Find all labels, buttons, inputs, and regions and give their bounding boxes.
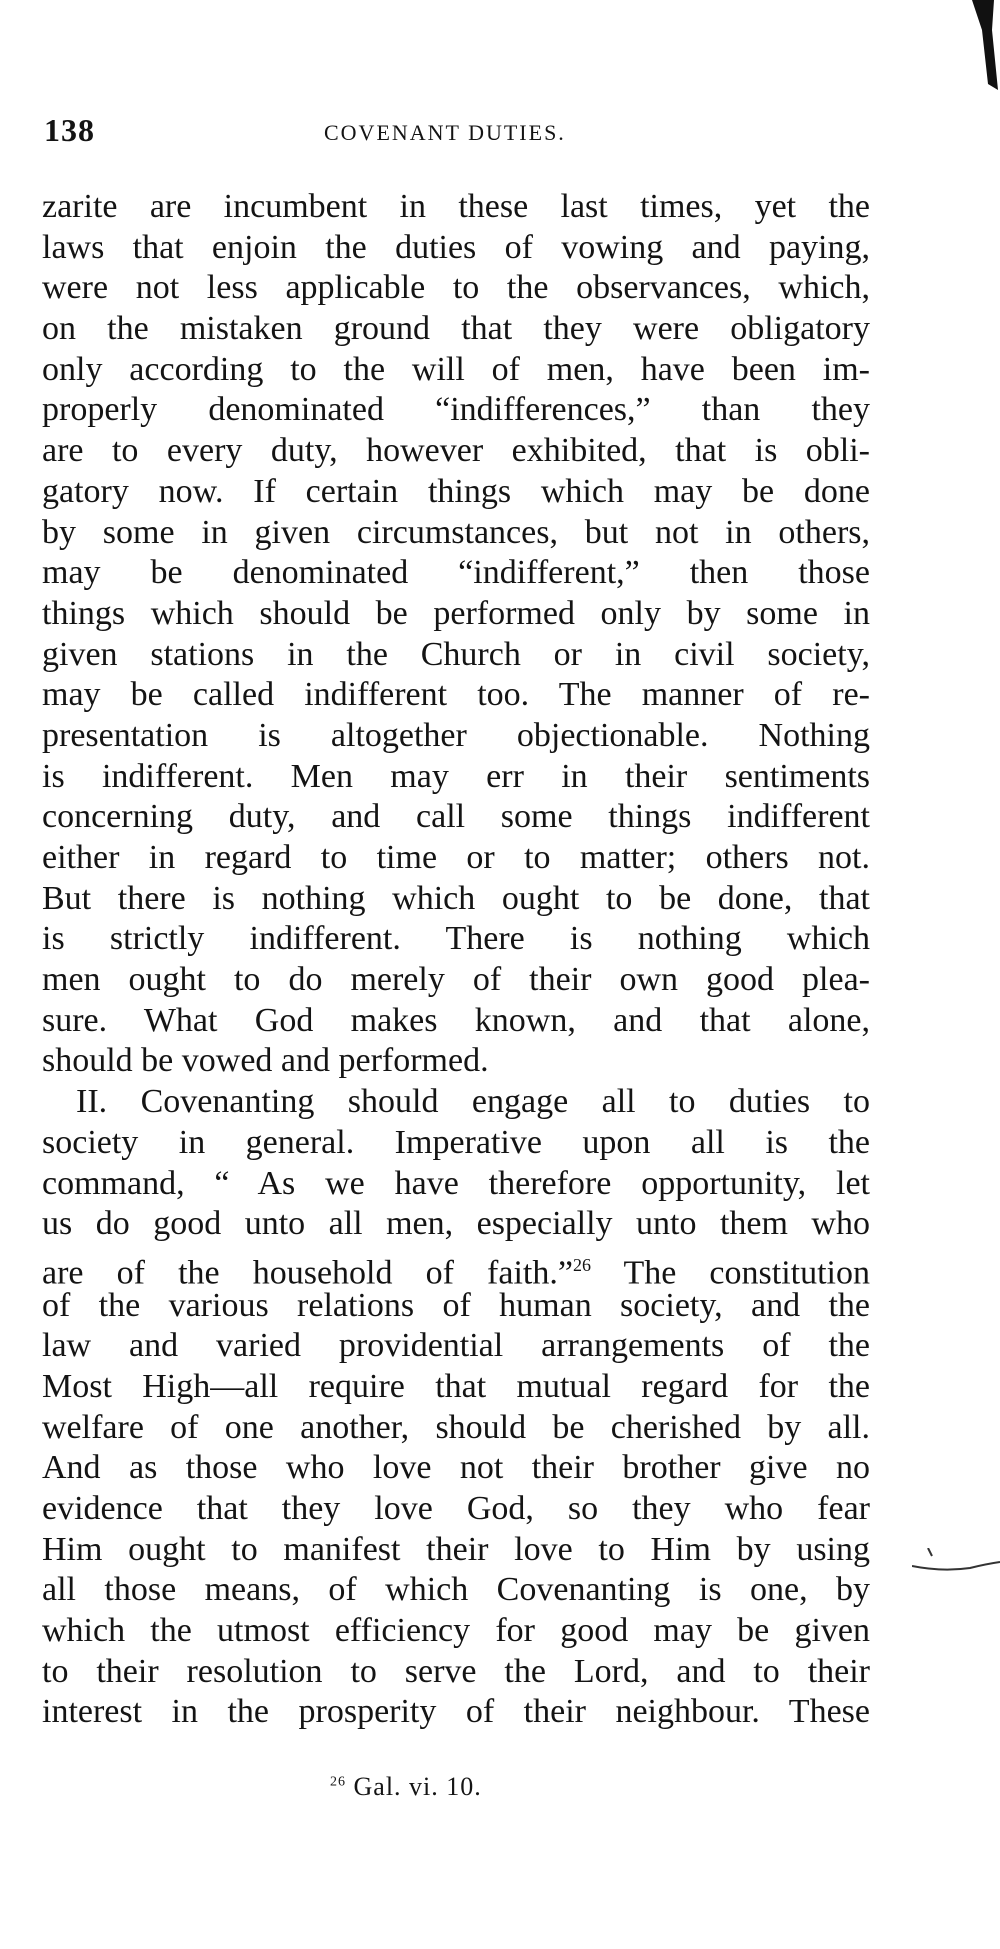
text-line-segment: are of the household of faith.” [42,1254,573,1286]
text-line: are to every duty, however exhibited, that is obli- [42,432,870,470]
text-line-paragraph-end: should be vowed and performed. [42,1042,489,1080]
text-line: which the utmost efficiency for good may be given [42,1612,870,1650]
margin-pencil-mark [912,1548,1000,1578]
text-line: on the mistaken ground that they were obligatory [42,310,870,348]
footnote-text: Gal. vi. 10. [346,1772,482,1801]
text-line: command, “ As we have therefore opportunity, let [42,1164,870,1202]
text-line: gatory now. If certain things which may be done [42,472,870,510]
text-line: may be denominated “indifferent,” then those [42,554,870,592]
text-line: properly denominated “indifferences,” than they [42,391,870,429]
text-line: interest in the prosperity of their neighbour. These [42,1693,870,1731]
text-line-section-start: II. Covenanting should engage all to duties to [76,1083,870,1121]
body-text [42,187,870,1733]
text-line: presentation is altogether objectionable. Nothing [42,716,870,754]
text-line: And as those who love not their brother give no [42,1449,870,1487]
text-line-segment: The constitution [590,1254,870,1286]
text-line: by some in given circumstances, but not in others, [42,513,870,551]
text-line: welfare of one another, should be cherished by all. [42,1408,870,1446]
text-line: men ought to do merely of their own good plea- [42,961,870,999]
text-line: law and varied providential arrangements of the [42,1327,870,1365]
text-line: society in general. Imperative upon all is the [42,1123,870,1161]
page-number: 138 [44,112,95,148]
text-line: may be called indifferent too. The manner of re- [42,676,870,714]
text-line: Him ought to manifest their love to Him by using [42,1530,870,1568]
text-line: sure. What God makes known, and that alone, [42,1001,870,1039]
binding-shadow-mark [968,0,1000,92]
text-line: is strictly indifferent. There is nothing which [42,920,870,958]
page-header [44,112,874,152]
text-line: to their resolution to serve the Lord, and to their [42,1652,870,1690]
text-line-with-footnote [42,1245,870,1286]
footnote [330,1772,482,1802]
text-line: zarite are incumbent in these last times, yet the [42,188,870,225]
text-line: either in regard to time or to matter; others not. [42,839,870,876]
text-line: laws that enjoin the duties of vowing and paying, [42,228,870,266]
text-line: things which should be performed only by some in [42,594,870,632]
footnote-reference: 26 [572,1254,591,1275]
running-head: COVENANT DUTIES. [324,120,566,145]
text-line: us do good unto all men, especially unto them who [42,1205,870,1243]
text-line: But there is nothing which ought to be done, that [42,879,870,917]
footnote-marker: 26 [330,1774,346,1790]
text-line: concerning duty, and call some things indifferent [42,798,870,836]
text-line: all those means, of which Covenanting is one, by [42,1571,870,1609]
text-line: given stations in the Church or in civil society, [42,635,870,673]
text-line: were not less applicable to the observances, which, [42,269,870,307]
text-line: only according to the will of men, have been im- [42,350,870,388]
text-line: is indifferent. Men may err in their sentiments [42,757,870,795]
text-line: of the various relations of human society, and the [42,1286,870,1324]
text-line: evidence that they love God, so they who fear [42,1490,870,1527]
text-line: Most High—all require that mutual regard for the [42,1367,870,1405]
